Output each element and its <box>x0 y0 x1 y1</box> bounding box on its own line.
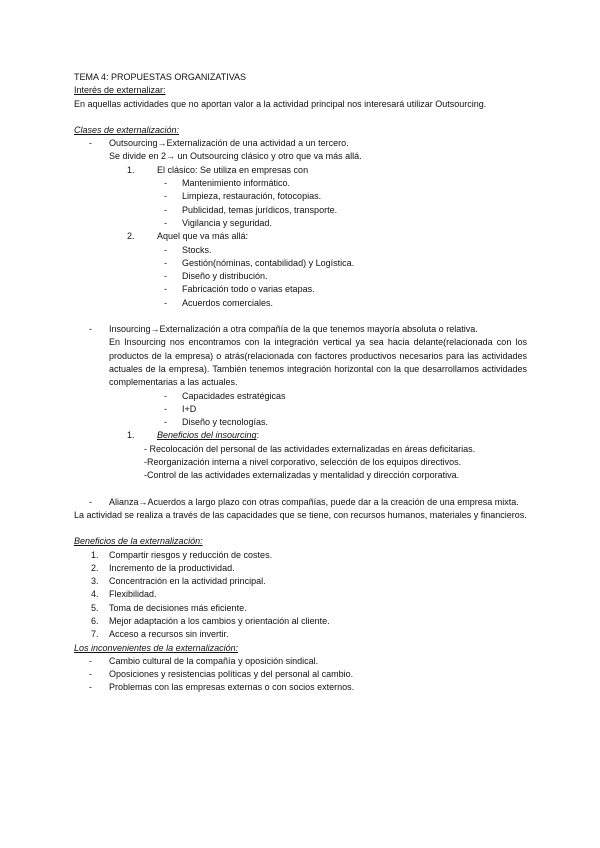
list-number: 7. <box>91 629 99 640</box>
list-item <box>74 204 527 217</box>
mas-alla-item-text: Fabricación todo o varias etapas. <box>182 284 315 295</box>
list-item <box>74 257 527 270</box>
bullet-dash: - <box>164 417 167 428</box>
clasico-item-text: Mantenimiento informático. <box>182 178 291 189</box>
beneficio-line: -Reorganización interna a nivel corporativo, selección de los equipos directivos. <box>144 457 462 468</box>
mas-alla-item-text: Stocks. <box>182 244 212 255</box>
bullet-dash: - <box>164 297 167 308</box>
bullet-dash: - <box>89 655 92 666</box>
clasico-item-text: Limpieza, restauración, fotocopias. <box>182 191 322 202</box>
list-item <box>74 390 527 403</box>
list-item <box>74 562 527 575</box>
inconveniente-text: Oposiciones y resistencias políticas y del personal al cambio. <box>109 669 354 680</box>
list-item <box>74 655 527 668</box>
beneficios-insourcing-item <box>74 429 527 442</box>
bullet-dash: - <box>89 138 92 149</box>
list-item <box>74 403 527 416</box>
list-number: 2. <box>91 562 99 573</box>
alianza-item <box>74 496 527 509</box>
interes-heading: Interés de externalizar: <box>74 85 166 96</box>
interes-text: En aquellas actividades que no aportan valor a la actividad principal nos interesará utilizar Outsourcing. <box>74 98 487 109</box>
outsourcing-item <box>74 137 527 150</box>
inconvenientes-heading: Los inconvenientes de la externalización: <box>74 642 239 653</box>
list-number: 6. <box>91 615 99 626</box>
list-item <box>74 270 527 283</box>
bullet-dash: - <box>164 178 167 189</box>
bullet-dash: - <box>164 271 167 282</box>
list-item <box>74 602 527 615</box>
list-item <box>74 668 527 681</box>
clases-heading: Clases de externalización: <box>74 124 180 135</box>
beneficio-text: Concentración en la actividad principal. <box>109 576 266 587</box>
list-item <box>74 244 527 257</box>
mas-alla-item-text: Gestión(nóminas, contabilidad) y Logística. <box>182 257 355 268</box>
insourcing-item <box>74 323 527 336</box>
list-item <box>74 283 527 296</box>
clasico-item-text: Vigilancia y seguridad. <box>182 217 272 228</box>
beneficios-insourcing-colon: : <box>256 430 260 441</box>
beneficios-heading: Beneficios de la externalización: <box>74 536 203 547</box>
document-title: TEMA 4: PROPUESTAS ORGANIZATIVAS <box>74 72 247 82</box>
inconveniente-text: Problemas con las empresas externas o con socios externos. <box>109 682 355 693</box>
bullet-dash: - <box>164 403 167 414</box>
closing-paragraph: La actividad se realiza a través de las capacidades que se tiene, con recursos humanos, materiales y financieros. <box>74 509 527 520</box>
mas-alla-label: Aquel que va más allá: <box>157 231 249 242</box>
list-item <box>74 416 527 429</box>
insourcing-paragraph: En Insourcing nos encontramos con la integración vertical ya sea hacia delante(relacionada con los productos de la empresa) o atrás(relacionada con factores productivos necesarios para las actividades actuales de la empresa). También tenemos integración horizontal con la que desarrollamos actividades complementarias a las actuales. <box>109 337 527 388</box>
bullet-dash: - <box>164 191 167 202</box>
list-number: 2. <box>127 231 135 242</box>
list-number: 4. <box>91 589 99 600</box>
bullet-dash: - <box>164 217 167 228</box>
alianza-lead: Alianza→Acuerdos a largo plazo con otras compañías, puede dar a la creación de una empresa mixta. <box>109 496 519 507</box>
beneficio-line: - Recolocación del personal de las actividades externalizadas en áreas deficitarias. <box>144 443 476 454</box>
list-item <box>74 575 527 588</box>
document-content <box>74 71 527 695</box>
clasico-item-text: Publicidad, temas jurídicos, transporte. <box>182 204 338 215</box>
beneficio-text: Incremento de la productividad. <box>109 562 235 573</box>
mas-alla-item <box>74 230 527 243</box>
list-item <box>74 297 527 310</box>
list-item <box>74 217 527 230</box>
bullet-dash: - <box>164 244 167 255</box>
beneficios-insourcing-label: Beneficios del insourcing <box>157 430 257 441</box>
beneficio-line: -Control de las actividades externalizadas y mentalidad y dirección corporativa. <box>144 470 460 481</box>
bullet-dash: - <box>164 257 167 268</box>
list-number: 1. <box>127 164 135 175</box>
list-item <box>74 588 527 601</box>
insourcing-lead: Insourcing→Externalización a otra compañía de la que tenemos mayoría absoluta o relativa. <box>109 324 478 335</box>
insourcing-item-text: Capacidades estratégicas <box>182 390 286 401</box>
bullet-dash: - <box>164 284 167 295</box>
bullet-dash: - <box>89 324 92 335</box>
bullet-dash: - <box>164 390 167 401</box>
bullet-dash: - <box>89 669 92 680</box>
list-item <box>74 549 527 562</box>
beneficio-text: Mejor adaptación a los cambios y orientación al cliente. <box>109 615 330 626</box>
insourcing-item-text: I+D <box>182 403 197 414</box>
list-number: 5. <box>91 602 99 613</box>
beneficio-text: Acceso a recursos sin invertir. <box>109 629 229 640</box>
beneficio-text: Compartir riesgos y reducción de costes. <box>109 549 273 560</box>
list-number: 1. <box>127 430 135 441</box>
mas-alla-item-text: Acuerdos comerciales. <box>182 297 274 308</box>
inconveniente-text: Cambio cultural de la compañía y oposición sindical. <box>109 655 319 666</box>
mas-alla-item-text: Diseño y distribución. <box>182 271 268 282</box>
outsourcing-lead: Outsourcing→Externalización de una actividad a un tercero. <box>109 138 349 149</box>
outsourcing-sub: Se divide en 2→ un Outsourcing clásico y otro que va más allá. <box>109 151 362 162</box>
list-number: 3. <box>91 576 99 587</box>
bullet-dash: - <box>89 682 92 693</box>
beneficio-text: Toma de decisiones más eficiente. <box>109 602 247 613</box>
bullet-dash: - <box>89 496 92 507</box>
list-number: 1. <box>91 549 99 560</box>
list-item <box>74 190 527 203</box>
list-item <box>74 681 527 694</box>
clasico-item <box>74 164 527 177</box>
list-item <box>74 628 527 641</box>
clasico-label: El clásico: Se utiliza en empresas con <box>157 164 309 175</box>
bullet-dash: - <box>164 204 167 215</box>
list-item <box>74 177 527 190</box>
beneficio-text: Flexibilidad. <box>109 589 157 600</box>
insourcing-item-text: Diseño y tecnologías. <box>182 417 269 428</box>
list-item <box>74 615 527 628</box>
